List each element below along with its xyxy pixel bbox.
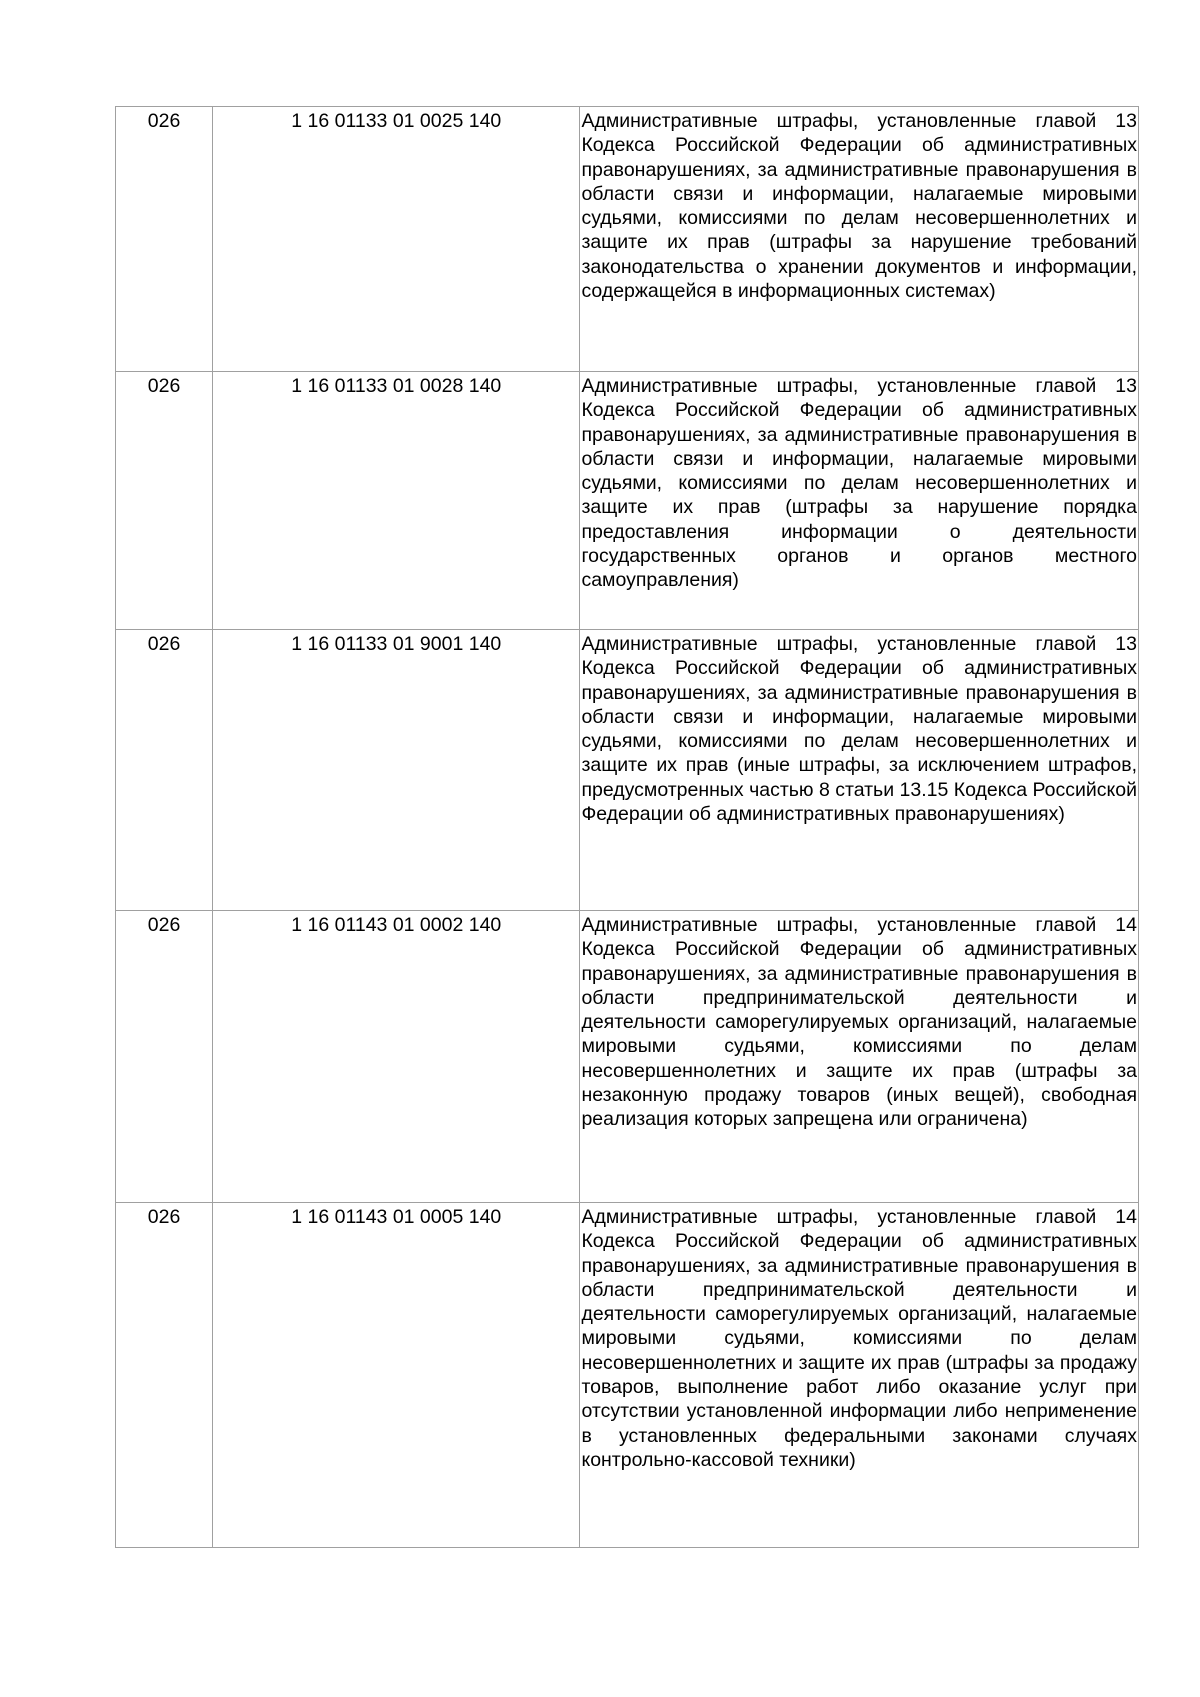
admin-code-cell	[116, 372, 213, 630]
admin-code: 026	[147, 375, 181, 397]
table-row	[116, 1203, 1139, 1548]
table-body	[116, 107, 1139, 1548]
kbk-code-cell	[213, 630, 580, 911]
revenue-codes-table	[115, 106, 1139, 1548]
description-text: Административные штрафы, установленные главой 13 Кодекса Российской Федерации об административных правонарушениях, за административные правонарушения в области связи и информации, налагаемые мировыми судьями, комиссиями по делам несовершеннолетних и защите их прав (штрафы за нарушение требований законодательства о хранении документов и информации, содержащейся в информационных системах)	[581, 110, 1137, 303]
kbk-code-cell	[213, 1203, 580, 1548]
table-row	[116, 372, 1139, 630]
kbk-code: 1 16 01133 01 0028 140	[291, 375, 502, 397]
admin-code: 026	[147, 110, 181, 132]
kbk-code-cell	[213, 911, 580, 1203]
kbk-code: 1 16 01143 01 0005 140	[291, 1206, 502, 1228]
description-cell	[580, 1203, 1139, 1548]
description-cell	[580, 630, 1139, 911]
admin-code-cell	[116, 107, 213, 372]
table-row	[116, 107, 1139, 372]
description-text: Административные штрафы, установленные главой 13 Кодекса Российской Федерации об административных правонарушениях, за административные правонарушения в области связи и информации, налагаемые мировыми судьями, комиссиями по делам несовершеннолетних и защите их прав (штрафы за нарушение порядка предоставления информации о деятельности государственных органов и органов местного самоуправления)	[581, 375, 1137, 592]
admin-code: 026	[147, 914, 181, 936]
table-row	[116, 630, 1139, 911]
admin-code-cell	[116, 911, 213, 1203]
description-cell	[580, 107, 1139, 372]
description-cell	[580, 911, 1139, 1203]
admin-code-cell	[116, 1203, 213, 1548]
admin-code: 026	[147, 633, 181, 655]
description-cell	[580, 372, 1139, 630]
kbk-code-cell	[213, 107, 580, 372]
admin-code-cell	[116, 630, 213, 911]
description-text: Административные штрафы, установленные главой 13 Кодекса Российской Федерации об административных правонарушениях, за административные правонарушения в области связи и информации, налагаемые мировыми судьями, комиссиями по делам несовершеннолетних и защите их прав (иные штрафы, за исключением штрафов, предусмотренных частью 8 статьи 13.15 Кодекса Российской Федерации об административных правонарушениях)	[581, 633, 1138, 826]
kbk-code: 1 16 01143 01 0002 140	[291, 914, 502, 936]
admin-code: 026	[147, 1206, 181, 1228]
kbk-code-cell	[213, 372, 580, 630]
kbk-code: 1 16 01133 01 9001 140	[291, 633, 502, 655]
table-row	[116, 911, 1139, 1203]
kbk-code: 1 16 01133 01 0025 140	[291, 110, 502, 132]
description-text: Административные штрафы, установленные главой 14 Кодекса Российской Федерации об административных правонарушениях, за административные правонарушения в области предпринимательской деятельности и деятельности саморегулируемых организаций, налагаемые мировыми судьями, комиссиями по делам несовершеннолетних и защите их прав (штрафы за незаконную продажу товаров (иных вещей), свободная реализация которых запрещена или ограничена)	[581, 914, 1137, 1131]
description-text: Административные штрафы, установленные главой 14 Кодекса Российской Федерации об административных правонарушениях, за административные правонарушения в области предпринимательской деятельности и деятельности саморегулируемых организаций, налагаемые мировыми судьями, комиссиями по делам несовершеннолетних и защите их прав (штрафы за продажу товаров, выполнение работ либо оказание услуг при отсутствии установленной информации либо неприменение в установленных федеральными законами случаях контрольно-кассовой техники)	[581, 1206, 1137, 1471]
